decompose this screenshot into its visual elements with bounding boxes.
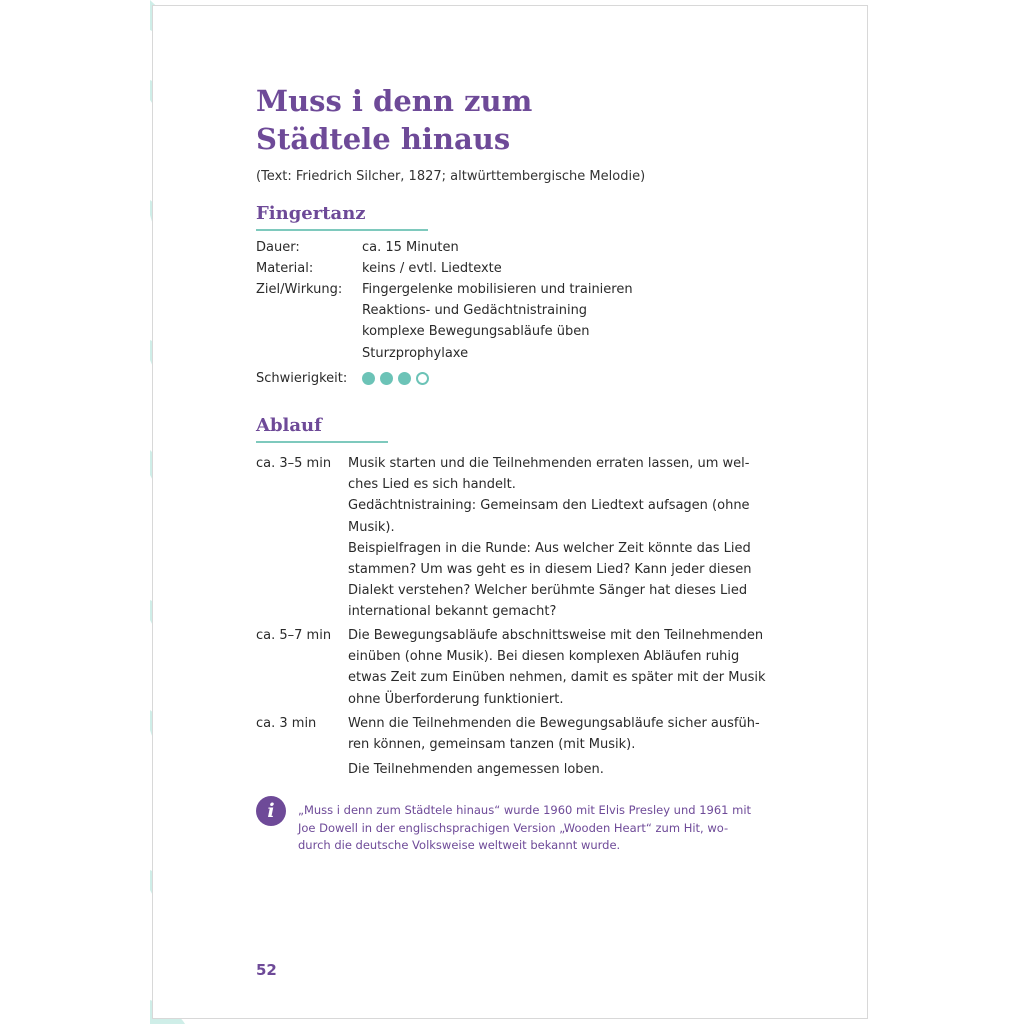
text-line: Wenn die Teilnehmenden die Bewegungsabläufe sicher ausfüh- (348, 716, 760, 731)
row-label: Material: (256, 261, 314, 276)
difficulty-dot-empty (416, 372, 429, 385)
text-line: international bekannt gemacht? (348, 604, 557, 620)
info-note (298, 802, 751, 855)
text-line: Musik). (348, 519, 395, 535)
text-line: ches Lied es sich handelt. (348, 477, 516, 493)
row-value: Sturzprophylaxe (362, 346, 469, 361)
step-description (348, 625, 766, 710)
section-heading-ablauf: Ablauf (256, 414, 388, 443)
text-line: Gedächtnistraining: Gemeinsam den Liedtext aufsagen (ohne (348, 498, 750, 514)
text-line: Die Bewegungsabläufe abschnittsweise mit den Teilnehmenden (348, 628, 764, 643)
row-value: keins / evtl. Liedtexte (362, 261, 502, 276)
step-description (348, 453, 752, 623)
info-icon: i (256, 796, 286, 826)
step-time: ca. 5–7 min (256, 628, 332, 643)
difficulty-dot-filled (362, 372, 375, 385)
row-value: Reaktions- und Gedächtnistraining (362, 303, 588, 318)
difficulty-label: Schwierigkeit: (256, 371, 348, 386)
text-line: einüben (ohne Musik). Bei diesen komplexen Abläufen ruhig (348, 649, 740, 665)
page-number: 52 (256, 961, 277, 979)
difficulty-dot-filled (398, 372, 411, 385)
row-label: Ziel/Wirkung: (256, 282, 343, 297)
title-line-2: Städtele hinaus (256, 122, 511, 156)
row-value: Fingergelenke mobilisieren und trainieren (362, 282, 633, 297)
row-value: ca. 15 Minuten (362, 240, 459, 255)
difficulty-dot-filled (380, 372, 393, 385)
text-line: Musik starten und die Teilnehmenden erraten lassen, um wel- (348, 456, 750, 471)
text-line: durch die deutsche Volksweise weltweit bekannt wurde. (298, 838, 621, 852)
text-line: Dialekt verstehen? Welcher berühmte Sänger hat dieses Lied (348, 583, 748, 599)
step-description (348, 713, 760, 755)
text-line: etwas Zeit zum Einüben nehmen, damit es später mit der Musik (348, 670, 766, 686)
text-line: ohne Überforderung funktioniert. (348, 691, 564, 707)
song-credits: (Text: Friedrich Silcher, 1827; altwürttembergische Melodie) (256, 169, 646, 184)
title-line-1: Muss i denn zum (256, 84, 533, 118)
closing-note (348, 759, 748, 780)
row-label: Dauer: (256, 240, 300, 255)
row-value: komplexe Bewegungsabläufe üben (362, 324, 590, 339)
text-line: ren können, gemeinsam tanzen (mit Musik). (348, 737, 636, 753)
text-line: Joe Dowell in der englischsprachigen Version „Wooden Heart“ zum Hit, wo- (298, 820, 729, 835)
step-time: ca. 3 min (256, 716, 317, 731)
difficulty-rating (362, 372, 429, 385)
text-line: Beispielfragen in die Runde: Aus welcher Zeit könnte das Lied (348, 540, 751, 556)
text-line: Die Teilnehmenden angemessen loben. (348, 762, 604, 777)
section-heading-fingertanz: Fingertanz (256, 202, 428, 231)
text-line: stammen? Um was geht es in diesem Lied? Kann jeder diesen (348, 562, 752, 578)
step-time: ca. 3–5 min (256, 456, 332, 471)
text-line: „Muss i denn zum Städtele hinaus“ wurde 1960 mit Elvis Presley und 1961 mit (298, 803, 752, 817)
page-title (256, 82, 532, 158)
